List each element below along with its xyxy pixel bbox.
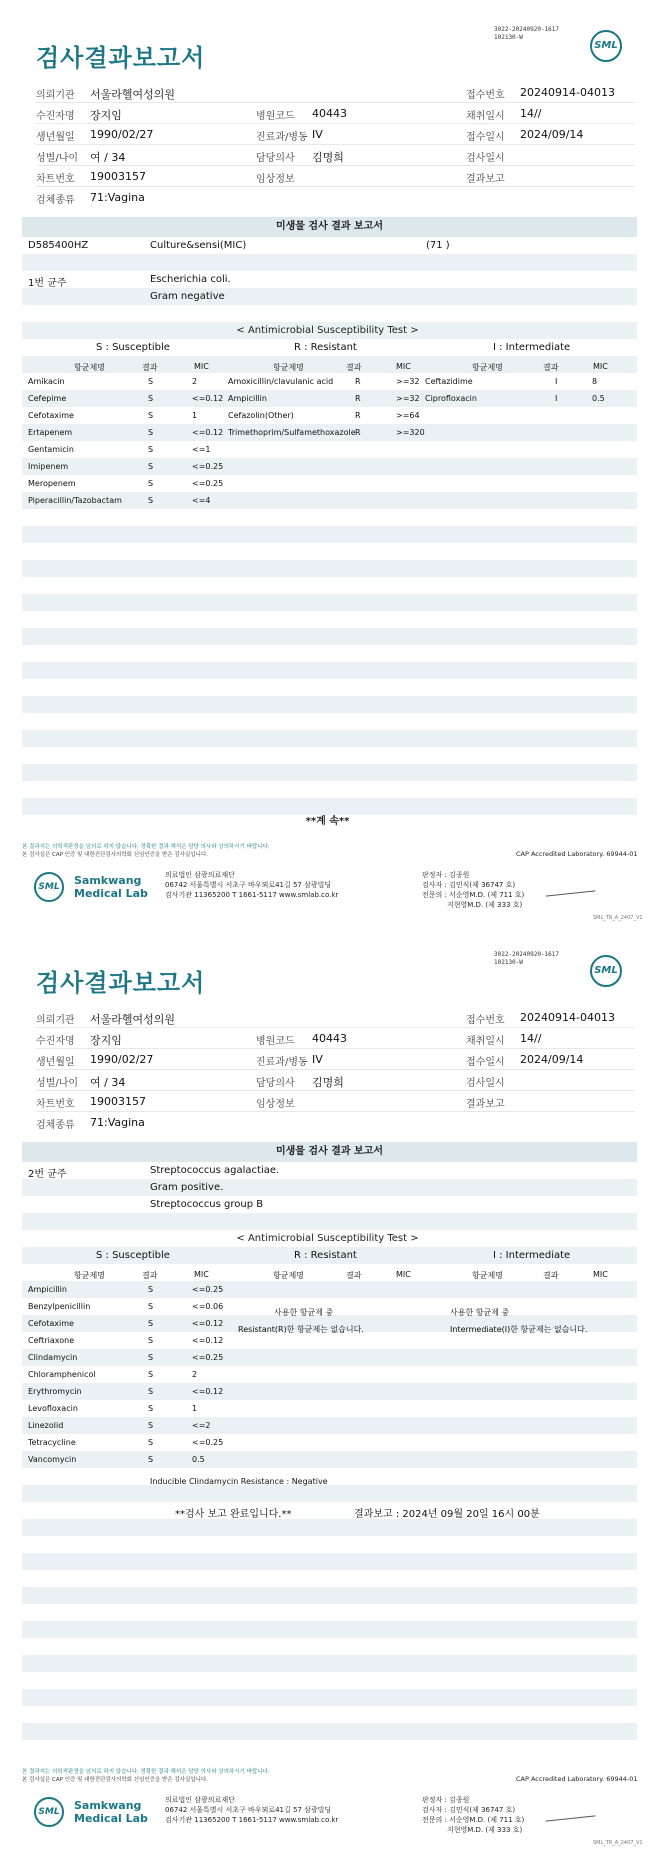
ast-result: S: [148, 1285, 154, 1294]
result-report-label: 결과보고: [466, 174, 505, 185]
hospital-code-value: 40443: [312, 1032, 347, 1045]
ast-drug-name: Cefotaxime: [28, 1319, 74, 1328]
patient-value: 장지임: [90, 1034, 122, 1047]
col-header-mic: MIC: [593, 362, 608, 371]
ast-mic-value: 1: [192, 1404, 198, 1413]
dob-value: 1990/02/27: [90, 1053, 154, 1066]
col-header-drug: 항균제명: [472, 1271, 503, 1280]
stripe-row: [22, 781, 637, 798]
sex-age-value: 여 / 34: [90, 1076, 126, 1089]
header-row: [36, 166, 635, 187]
ast-result: S: [148, 1353, 154, 1362]
ast-mic-value: 0.5: [192, 1455, 205, 1464]
stripe-row: [22, 560, 637, 577]
ast-mic-value: 2: [192, 1370, 198, 1379]
ast-drug-name: Ertapenem: [28, 428, 73, 437]
ast-result: S: [148, 1370, 154, 1379]
dob-value: 1990/02/27: [90, 128, 154, 141]
ast-result: S: [148, 411, 154, 420]
stripe-row: [22, 458, 637, 475]
stripe-row: [22, 1655, 637, 1672]
receipt-no-label: 접수번호: [466, 90, 505, 101]
stripe-row: [22, 1451, 637, 1468]
ast-result: S: [148, 1319, 154, 1328]
stripe-row: [22, 645, 637, 662]
stripe-row: [22, 696, 637, 713]
legend-resistant: R : Resistant: [294, 342, 357, 353]
legend-intermediate: I : Intermediate: [493, 1250, 571, 1261]
ast-drug-name: Gentamicin: [28, 445, 74, 454]
dept-value: IV: [312, 1053, 323, 1066]
stripe-row: [22, 475, 637, 492]
ast-result: S: [148, 1336, 154, 1345]
stripe-row: [22, 1179, 637, 1196]
header-row: [36, 1007, 635, 1028]
col-header-mic: MIC: [593, 1270, 608, 1279]
footer-notice: 본 검사실은 CAP 인증 및 대한진단검사의학회 신임인증을 받은 검사실입니다.: [22, 852, 209, 858]
ast-result: S: [148, 377, 154, 386]
received-label: 접수일시: [466, 132, 505, 143]
stripe-row: [22, 1536, 637, 1553]
ast-result: S: [148, 1404, 154, 1413]
stripe-row: [22, 1706, 637, 1723]
report-time: 결과보고 : 2024년 09월 20일 16시 00분: [354, 1509, 540, 1520]
ast-drug-name: Ceftriaxone: [28, 1336, 75, 1345]
patient-label: 수진자명: [36, 1036, 75, 1047]
stripe-row: [22, 1587, 637, 1604]
organism-line: Streptococcus agalactiae.: [150, 1165, 280, 1176]
continue-text: **계 속**: [305, 816, 350, 827]
brand-name: Samkwang Medical Lab: [74, 874, 148, 900]
no-intermediate-note: 사용한 항균제 중: [450, 1308, 510, 1317]
ast-drug-name: Linezolid: [28, 1421, 64, 1430]
footer-address: 의료법인 삼광의료재단 06742 서울특별시 서초구 바우뫼로41길 57 삼광빌딩 검사기관 11365200 T 1661-5117 www.smlab.co.kr: [165, 1796, 339, 1824]
dob-label: 생년월일: [36, 1057, 75, 1068]
stripe-row: [22, 1349, 637, 1366]
stripe-row: [22, 1672, 637, 1689]
header-row: [36, 82, 635, 103]
legend-resistant: R : Resistant: [294, 1250, 357, 1261]
form-version: SML_TR_A_2407_V1: [593, 1840, 643, 1846]
stripe-row: [22, 594, 637, 611]
ast-drug-name: Cefazolin(Other): [228, 411, 294, 420]
specimen-label: 검체종류: [36, 195, 75, 206]
doc-number: 3022-20240920-1617 102130-W: [494, 951, 560, 966]
ast-drug-name: Erythromycin: [28, 1387, 82, 1396]
legend-susceptible: S : Susceptible: [96, 1250, 170, 1261]
cap-accreditation: CAP Accredited Laboratory. 69944-01: [516, 850, 638, 858]
collect-label: 채취일시: [466, 111, 505, 122]
col-header-result: 결과: [346, 1271, 362, 1280]
form-version: SML_TR_A_2407_V1: [593, 915, 643, 921]
collect-value: 14//: [520, 1032, 542, 1045]
col-header-drug: 항균제명: [74, 1271, 105, 1280]
ast-result: S: [148, 445, 154, 454]
stripe-row: [22, 764, 637, 781]
ast-mic-value: <=0.06: [192, 1302, 224, 1311]
doc-number: 3022-20240920-1617 102130-W: [494, 26, 560, 41]
stripe-row: [22, 1434, 637, 1451]
requester-value: 서울라헬여성의원: [90, 88, 176, 101]
no-resistant-note: 사용한 항균제 중: [274, 1308, 334, 1317]
stripe-row: [22, 1723, 637, 1740]
ast-result: I: [555, 394, 558, 403]
ast-drug-name: Ciprofloxacin: [425, 394, 477, 403]
ast-mic-value: >=320: [396, 428, 425, 437]
ast-mic-value: <=0.12: [192, 1336, 224, 1345]
ast-title: < Antimicrobial Susceptibility Test >: [236, 325, 419, 336]
requester-label: 의뢰기관: [36, 1015, 75, 1026]
col-header-mic: MIC: [194, 1270, 209, 1279]
page-title: 검사결과보고서: [36, 44, 206, 72]
ast-drug-name: Ampicillin: [28, 1285, 67, 1294]
header-row: [36, 1091, 635, 1112]
ast-drug-name: Meropenem: [28, 479, 76, 488]
collect-value: 14//: [520, 107, 542, 120]
ast-mic-value: <=0.12: [192, 394, 224, 403]
ast-drug-name: Chloramphenicol: [28, 1370, 96, 1379]
ast-drug-name: Levofloxacin: [28, 1404, 78, 1413]
isolate-label: 1번 균주: [28, 278, 67, 289]
stripe-row: [22, 679, 637, 696]
legend-susceptible: S : Susceptible: [96, 342, 170, 353]
col-header-mic: MIC: [396, 1270, 411, 1279]
ast-result: I: [555, 377, 558, 386]
header-row: [36, 1070, 635, 1091]
section-title: 미생물 검사 결과 보고서: [22, 1142, 637, 1162]
col-header-mic: MIC: [396, 362, 411, 371]
ast-mic-value: <=0.25: [192, 462, 224, 471]
ast-result: S: [148, 496, 154, 505]
clinical-label: 임상정보: [256, 1099, 295, 1110]
header-row: [36, 124, 635, 145]
ast-result: S: [148, 1302, 154, 1311]
specimen-value: 71:Vagina: [90, 1116, 145, 1129]
dept-label: 진료과/병동: [256, 132, 308, 143]
ast-result: S: [148, 428, 154, 437]
ast-result: R: [355, 411, 361, 420]
footer-notice: 본 결과지는 의학적판정을 임의로 하지 않습니다. 정확한 결과 해석은 담당 의사와 상의하시기 바랍니다.: [22, 844, 270, 850]
organism-line: Streptococcus group B: [150, 1199, 264, 1210]
stripe-row: [22, 747, 637, 764]
ast-result: S: [148, 1421, 154, 1430]
specimen-label: 검체종류: [36, 1120, 75, 1131]
stripe-row: [22, 730, 637, 747]
ast-mic-value: <=1: [192, 445, 211, 454]
receipt-no-value: 20240914-04013: [520, 1011, 615, 1024]
footer-address: 의료법인 삼광의료재단 06742 서울특별시 서초구 바우뫼로41길 57 삼광빌딩 검사기관 11365200 T 1661-5117 www.smlab.co.kr: [165, 871, 339, 899]
ast-mic-value: <=2: [192, 1421, 211, 1430]
ast-mic-value: 2: [192, 377, 198, 386]
chart-label: 차트번호: [36, 174, 75, 185]
requester-label: 의뢰기관: [36, 90, 75, 101]
ast-drug-name: Benzylpenicillin: [28, 1302, 91, 1311]
received-value: 2024/09/14: [520, 128, 584, 141]
ast-mic-value: 8: [592, 377, 598, 386]
stripe-row: [22, 1553, 637, 1570]
sml-logo-icon: SML: [590, 30, 622, 62]
dob-label: 생년월일: [36, 132, 75, 143]
col-header-drug: 항균제명: [472, 363, 503, 372]
received-label: 접수일시: [466, 1057, 505, 1068]
ast-drug-name: Ceftazidime: [425, 377, 473, 386]
test-name: Culture&sensi(MIC): [150, 240, 247, 251]
stripe-row: [22, 1196, 637, 1213]
sml-logo-icon: SML: [590, 955, 622, 987]
stripe-row: [22, 390, 637, 407]
header-row: [36, 103, 635, 124]
col-header-drug: 항균제명: [273, 363, 304, 372]
organism-line: Gram positive.: [150, 1182, 224, 1193]
stripe-row: [22, 1162, 637, 1179]
stripe-row: [22, 254, 637, 271]
ast-result: S: [148, 394, 154, 403]
collect-label: 채취일시: [466, 1036, 505, 1047]
ast-mic-value: <=0.25: [192, 1438, 224, 1447]
stripe-row: [22, 1604, 637, 1621]
stripe-row: [22, 1281, 637, 1298]
doctor-value: 김명희: [312, 151, 344, 164]
stripe-row: [22, 1468, 637, 1485]
signature-image: [545, 1804, 596, 1821]
col-header-mic: MIC: [194, 362, 209, 371]
ast-mic-value: <=4: [192, 496, 211, 505]
stripe-row: [22, 1621, 637, 1638]
doctor-label: 담당의사: [256, 1078, 295, 1089]
ast-mic-value: 0.5: [592, 394, 605, 403]
sex-age-label: 성별/나이: [36, 153, 79, 164]
footer-signatories: 판정자 : 김종원 검사자 : 김민식(제 36747 호) 전문의 : 서순영M.D. (제 711 호) 지현영M.D. (제 333 호): [422, 871, 525, 909]
stripe-row: [22, 271, 637, 288]
ast-drug-name: Clindamycin: [28, 1353, 78, 1362]
doctor-label: 담당의사: [256, 153, 295, 164]
legend-intermediate: I : Intermediate: [493, 342, 571, 353]
organism-line: Gram negative: [150, 291, 225, 302]
ast-drug-name: Tetracycline: [28, 1438, 76, 1447]
col-header-drug: 항균제명: [273, 1271, 304, 1280]
page-title: 검사결과보고서: [36, 969, 206, 997]
header-row: [36, 145, 635, 166]
stripe-row: [22, 543, 637, 560]
test-date-label: 검사일시: [466, 153, 505, 164]
stripe-row: [22, 526, 637, 543]
stripe-row: [22, 509, 637, 526]
signature-image: [545, 879, 596, 896]
ast-mic-value: <=0.25: [192, 1353, 224, 1362]
stripe-row: [22, 305, 637, 322]
ast-mic-value: <=0.12: [192, 428, 224, 437]
hospital-code-label: 병원코드: [256, 111, 295, 122]
ast-mic-value: >=64: [396, 411, 420, 420]
sml-logo-icon: SML: [34, 1797, 64, 1827]
requester-value: 서울라헬여성의원: [90, 1013, 176, 1026]
sml-logo-icon: SML: [34, 872, 64, 902]
header-row: [36, 1028, 635, 1049]
isolate-label: 2번 균주: [28, 1169, 67, 1180]
stripe-row: [22, 1638, 637, 1655]
hospital-code-label: 병원코드: [256, 1036, 295, 1047]
ast-drug-name: Cefepime: [28, 394, 67, 403]
doctor-value: 김명희: [312, 1076, 344, 1089]
ast-drug-name: Trimethoprim/Sulfamethoxazole: [228, 428, 356, 437]
ast-mic-value: >=32: [396, 394, 420, 403]
result-report-label: 결과보고: [466, 1099, 505, 1110]
stripe-row: [22, 237, 637, 254]
stripe-row: [22, 1502, 637, 1519]
ast-drug-name: Vancomycin: [28, 1455, 77, 1464]
ast-title: < Antimicrobial Susceptibility Test >: [236, 1233, 419, 1244]
stripe-row: [22, 628, 637, 645]
chart-label: 차트번호: [36, 1099, 75, 1110]
organism-line: Escherichia coli.: [150, 274, 231, 285]
receipt-no-label: 접수번호: [466, 1015, 505, 1026]
ast-result: R: [355, 377, 361, 386]
footer-notice: 본 결과지는 의학적판정을 임의로 하지 않습니다. 정확한 결과 해석은 담당 의사와 상의하시기 바랍니다.: [22, 1769, 270, 1775]
received-value: 2024/09/14: [520, 1053, 584, 1066]
ast-mic-value: <=0.25: [192, 1285, 224, 1294]
stripe-row: [22, 407, 637, 424]
brand-name: Samkwang Medical Lab: [74, 1799, 148, 1825]
clinical-label: 임상정보: [256, 174, 295, 185]
ast-result: R: [355, 394, 361, 403]
ast-mic-value: <=0.25: [192, 479, 224, 488]
ast-drug-name: Amikacin: [28, 377, 65, 386]
stripe-row: [22, 611, 637, 628]
stripe-row: [22, 1689, 637, 1706]
patient-value: 장지임: [90, 109, 122, 122]
stripe-row: [22, 1383, 637, 1400]
col-header-result: 결과: [346, 363, 362, 372]
footer-notice: 본 검사실은 CAP 인증 및 대한진단검사의학회 신임인증을 받은 검사실입니다.: [22, 1777, 209, 1783]
ast-result: S: [148, 1438, 154, 1447]
patient-header: [36, 82, 635, 208]
section-title: 미생물 검사 결과 보고서: [22, 217, 637, 237]
sex-age-label: 성별/나이: [36, 1078, 79, 1089]
col-header-result: 결과: [142, 363, 158, 372]
patient-label: 수진자명: [36, 111, 75, 122]
header-row: [36, 187, 635, 208]
ast-drug-name: Piperacillin/Tazobactam: [28, 496, 122, 505]
patient-header: [36, 1007, 635, 1133]
stripe-row: [22, 577, 637, 594]
specimen-value: 71:Vagina: [90, 191, 145, 204]
cap-accreditation: CAP Accredited Laboratory. 69944-01: [516, 1775, 638, 1783]
stripe-row: [22, 288, 637, 305]
stripe-row: [22, 1400, 637, 1417]
ast-result: S: [148, 1387, 154, 1396]
hospital-code-value: 40443: [312, 107, 347, 120]
ast-result: S: [148, 479, 154, 488]
chart-value: 19003157: [90, 170, 146, 183]
stripe-row: [22, 662, 637, 679]
footer-signatories: 판정자 : 김종원 검사자 : 김민식(제 36747 호) 전문의 : 서순영M.D. (제 711 호) 지현영M.D. (제 333 호): [422, 1796, 525, 1834]
stripe-row: [22, 441, 637, 458]
header-row: [36, 1049, 635, 1070]
ast-drug-name: Ampicillin: [228, 394, 267, 403]
ast-mic-value: 1: [192, 411, 198, 420]
ast-result: S: [148, 462, 154, 471]
header-row: [36, 1112, 635, 1133]
ast-result: S: [148, 1455, 154, 1464]
stripe-row: [22, 1417, 637, 1434]
ast-mic-value: <=0.12: [192, 1387, 224, 1396]
dept-label: 진료과/병동: [256, 1057, 308, 1068]
no-intermediate-note: Intermediate(I)한 항균제는 없습니다.: [450, 1325, 588, 1334]
no-resistant-note: Resistant(R)한 항균제는 없습니다.: [238, 1325, 364, 1334]
ast-drug-name: Imipenem: [28, 462, 69, 471]
col-header-result: 결과: [543, 363, 559, 372]
stripe-row: [22, 1519, 637, 1536]
test-date-label: 검사일시: [466, 1078, 505, 1089]
stripe-row: [22, 1366, 637, 1383]
col-header-result: 결과: [142, 1271, 158, 1280]
col-header-result: 결과: [543, 1271, 559, 1280]
report-complete-text: **검사 보고 완료입니다.**: [175, 1509, 292, 1520]
ast-drug-name: Cefotaxime: [28, 411, 74, 420]
sex-age-value: 여 / 34: [90, 151, 126, 164]
stripe-row: [22, 1485, 637, 1502]
inducible-clindamycin: Inducible Clindamycin Resistance : Negative: [150, 1477, 328, 1486]
col-header-drug: 항균제명: [74, 363, 105, 372]
stripe-row: [22, 1213, 637, 1230]
ast-mic-value: <=0.12: [192, 1319, 224, 1328]
dept-value: IV: [312, 128, 323, 141]
test-code: D585400HZ: [28, 240, 89, 251]
ast-drug-name: Amoxicillin/clavulanic acid: [228, 377, 334, 386]
receipt-no-value: 20240914-04013: [520, 86, 615, 99]
test-count: (71 ): [426, 240, 450, 251]
report-page-2: [0, 925, 655, 1850]
stripe-row: [22, 713, 637, 730]
ast-result: R: [355, 428, 361, 437]
chart-value: 19003157: [90, 1095, 146, 1108]
stripe-row: [22, 1570, 637, 1587]
ast-mic-value: >=32: [396, 377, 420, 386]
